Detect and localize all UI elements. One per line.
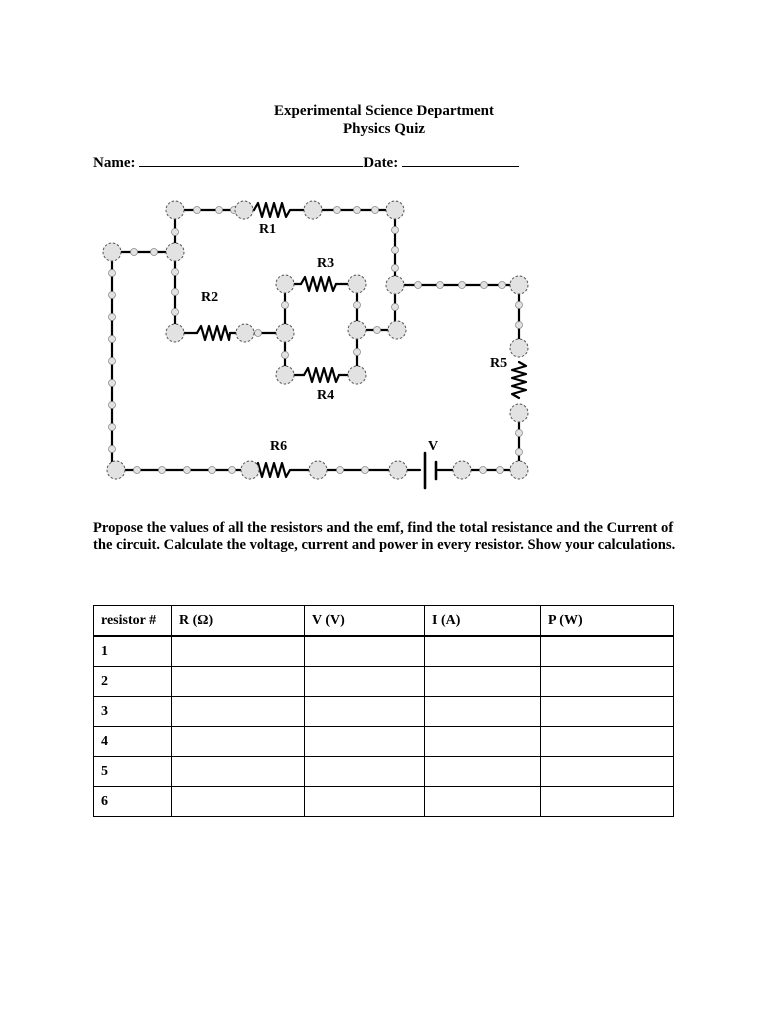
- table-header-row: [94, 606, 674, 637]
- current-cell[interactable]: [425, 787, 541, 817]
- battery-symbol: [425, 453, 436, 488]
- power-cell[interactable]: [541, 667, 674, 697]
- col-header-resistance: R (Ω): [172, 606, 305, 637]
- current-cell[interactable]: [425, 667, 541, 697]
- resistor-number: 1: [94, 636, 172, 667]
- voltage-cell[interactable]: [305, 787, 425, 817]
- resistance-cell[interactable]: [172, 727, 305, 757]
- resistor-r4-symbol: [304, 368, 339, 382]
- power-cell[interactable]: [541, 697, 674, 727]
- power-cell[interactable]: [541, 787, 674, 817]
- resistor-number: 4: [94, 727, 172, 757]
- table-row: [94, 757, 674, 787]
- table-row: [94, 697, 674, 727]
- resistor-number: 5: [94, 757, 172, 787]
- table-row: [94, 667, 674, 697]
- resistance-cell[interactable]: [172, 697, 305, 727]
- col-header-current: I (A): [425, 606, 541, 637]
- label-r2: R2: [201, 290, 219, 305]
- label-r4: R4: [317, 388, 335, 403]
- label-r1: R1: [259, 222, 277, 237]
- resistance-cell[interactable]: [172, 636, 305, 667]
- resistor-r6-symbol: [254, 463, 318, 477]
- resistor-number: 2: [94, 667, 172, 697]
- date-label: Date:: [363, 155, 399, 171]
- label-r5: R5: [490, 356, 508, 371]
- col-header-voltage: V (V): [305, 606, 425, 637]
- voltage-cell[interactable]: [305, 727, 425, 757]
- resistor-number: 3: [94, 697, 172, 727]
- power-cell[interactable]: [541, 727, 674, 757]
- label-r6: R6: [270, 439, 288, 454]
- voltage-cell[interactable]: [305, 636, 425, 667]
- resistor-r3-symbol: [301, 277, 336, 291]
- department-name: Experimental Science Department: [274, 103, 494, 119]
- current-cell[interactable]: [425, 697, 541, 727]
- quiz-title: Physics Quiz: [342, 121, 426, 137]
- current-cell[interactable]: [425, 636, 541, 667]
- table-row: [94, 727, 674, 757]
- table-row: [94, 787, 674, 817]
- voltage-cell[interactable]: [305, 757, 425, 787]
- results-table: [93, 605, 674, 817]
- current-cell[interactable]: [425, 727, 541, 757]
- resistor-r2-symbol: [197, 326, 230, 340]
- resistance-cell[interactable]: [172, 787, 305, 817]
- col-header-resistor: resistor #: [94, 606, 172, 637]
- power-cell[interactable]: [541, 757, 674, 787]
- resistor-number: 6: [94, 787, 172, 817]
- label-r3: R3: [317, 256, 335, 271]
- voltage-cell[interactable]: [305, 697, 425, 727]
- col-header-power: P (W): [541, 606, 674, 637]
- resistance-cell[interactable]: [172, 757, 305, 787]
- power-cell[interactable]: [541, 636, 674, 667]
- resistance-cell[interactable]: [172, 667, 305, 697]
- instructions-text: Propose the values of all the resistors and the emf, find the total resistance and the Current of the circuit. Calculate the voltage, current and power in every resistor. Show your calculations.: [93, 520, 676, 553]
- current-cell[interactable]: [425, 757, 541, 787]
- circuit-junction-nodes: [103, 201, 528, 479]
- voltage-cell[interactable]: [305, 667, 425, 697]
- label-v: V: [428, 439, 439, 454]
- table-row: [94, 636, 674, 667]
- name-label: Name:: [93, 155, 136, 171]
- resistor-r5-symbol: [512, 362, 526, 398]
